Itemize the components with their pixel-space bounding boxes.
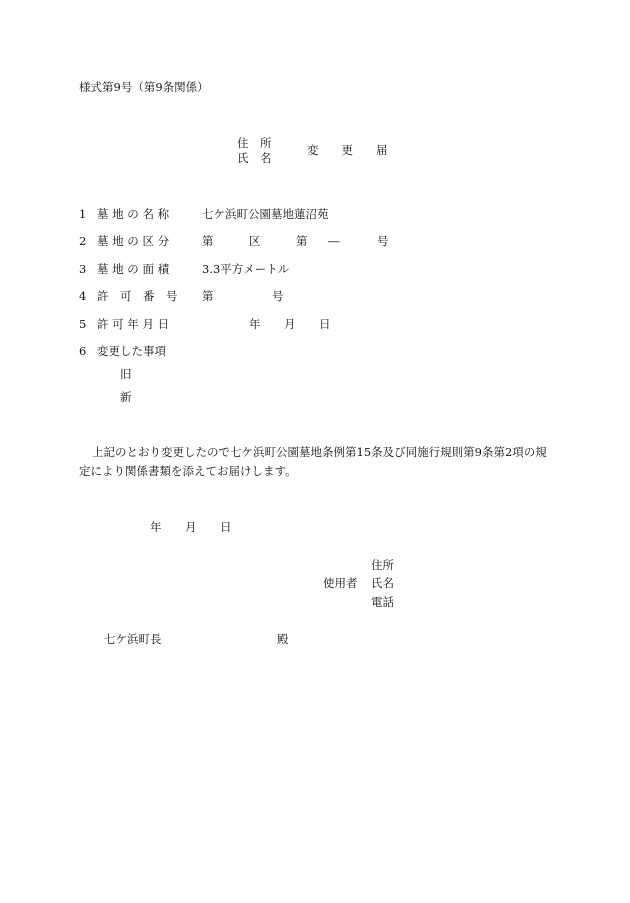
item-label: 変更した事項 bbox=[97, 344, 166, 358]
section-ku: 区 bbox=[249, 234, 261, 248]
permit-dai: 第 bbox=[202, 289, 214, 303]
title-suffix: 変 更 届 bbox=[307, 143, 388, 157]
item-label: 許 可 年 月 日 bbox=[97, 317, 170, 331]
submission-day: 日 bbox=[220, 520, 232, 534]
title-name: 氏 名 bbox=[237, 151, 272, 165]
submission-year: 年 bbox=[150, 520, 162, 534]
permit-day: 日 bbox=[319, 317, 331, 331]
item-label: 墓 地 の 面 積 bbox=[97, 262, 170, 276]
form-number: 様式第9号（第9条関係） bbox=[79, 80, 209, 94]
applicant-phone-label: 電話 bbox=[371, 595, 394, 609]
section-dash: ― bbox=[328, 234, 340, 248]
body-line-1: 上記のとおり変更したので七ケ浜町公園墓地条例第15条及び同施行規則第9条第2項の規 bbox=[92, 445, 547, 459]
applicant-name-label: 氏名 bbox=[371, 576, 394, 590]
item-number: 1 bbox=[79, 207, 87, 221]
addressee-to: 七ケ浜町長 bbox=[104, 632, 162, 646]
section-dai-2: 第 bbox=[296, 234, 308, 248]
change-new-label: 新 bbox=[120, 390, 132, 404]
permit-month: 月 bbox=[284, 317, 296, 331]
item-number: 6 bbox=[79, 344, 87, 358]
submission-month: 月 bbox=[185, 520, 197, 534]
applicant-address-label: 住所 bbox=[371, 558, 394, 572]
addressee-honorific: 殿 bbox=[277, 632, 289, 646]
item-number: 4 bbox=[79, 289, 87, 303]
permit-year: 年 bbox=[249, 317, 261, 331]
item-label: 墓 地 の 名 称 bbox=[97, 207, 170, 221]
section-dai-1: 第 bbox=[202, 234, 214, 248]
cemetery-name-value: 七ケ浜町公園墓地蓮沼苑 bbox=[202, 207, 329, 221]
body-line-2: 定により関係書類を添えてお届けします。 bbox=[79, 464, 297, 478]
section-go: 号 bbox=[377, 234, 389, 248]
item-number: 3 bbox=[79, 262, 87, 276]
title-address: 住 所 bbox=[237, 136, 272, 150]
item-number: 2 bbox=[79, 234, 87, 248]
permit-go: 号 bbox=[272, 289, 284, 303]
item-label: 墓 地 の 区 分 bbox=[97, 234, 170, 248]
change-old-label: 旧 bbox=[120, 367, 132, 381]
item-label: 許 可 番 号 bbox=[97, 289, 178, 303]
cemetery-area-value: 3.3平方メートル bbox=[202, 262, 290, 276]
applicant-role: 使用者 bbox=[323, 576, 358, 590]
item-number: 5 bbox=[79, 317, 87, 331]
